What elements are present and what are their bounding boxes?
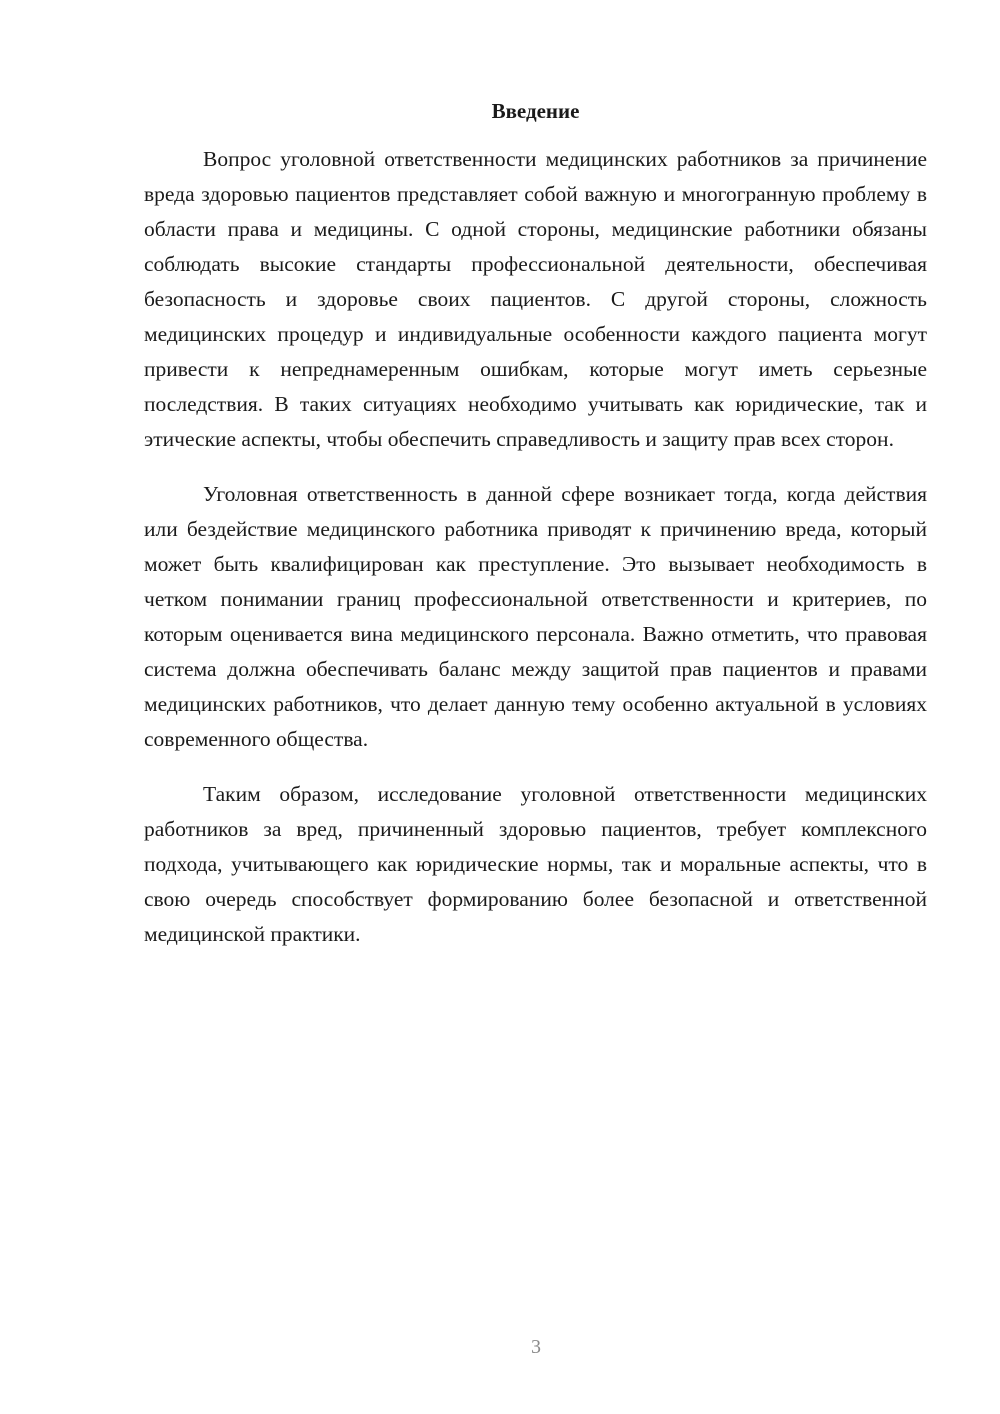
body-text <box>144 142 927 972</box>
paragraph-1: Вопрос уголовной ответственности медицинских работников за причинение вреда здоровью пациентов представляет собой важную и многогранную проблему в области права и медицины. С одной стороны, медицинские работники обязаны соблюдать высокие стандарты профессиональной деятельности, обеспечивая безопасность и здоровье своих пациентов. С другой стороны, сложность медицинских процедур и индивидуальные особенности каждого пациента могут привести к непреднамеренным ошибкам, которые могут иметь серьезные последствия. В таких ситуациях необходимо учитывать как юридические, так и этические аспекты, чтобы обеспечить справедливость и защиту прав всех сторон. <box>144 147 927 451</box>
paragraph-3: Таким образом, исследование уголовной ответственности медицинских работников за вред, причиненный здоровью пациентов, требует комплексного подхода, учитывающего как юридические нормы, так и моральные аспекты, что в свою очередь способствует формированию более безопасной и ответственной медицинской практики. <box>144 782 927 946</box>
paragraph-2: Уголовная ответственность в данной сфере возникает тогда, когда действия или бездействие медицинского работника приводят к причинению вреда, который может быть квалифицирован как преступление. Это вызывает необходимость в четком понимании границ профессиональной ответственности и критериев, по которым оценивается вина медицинского персонала. Важно отметить, что правовая система должна обеспечивать баланс между защитой прав пациентов и правами медицинских работников, что делает данную тему особенно актуальной в условиях современного общества. <box>144 482 927 751</box>
section-title: Введение <box>491 99 580 123</box>
page-number: 3 <box>531 1336 541 1358</box>
